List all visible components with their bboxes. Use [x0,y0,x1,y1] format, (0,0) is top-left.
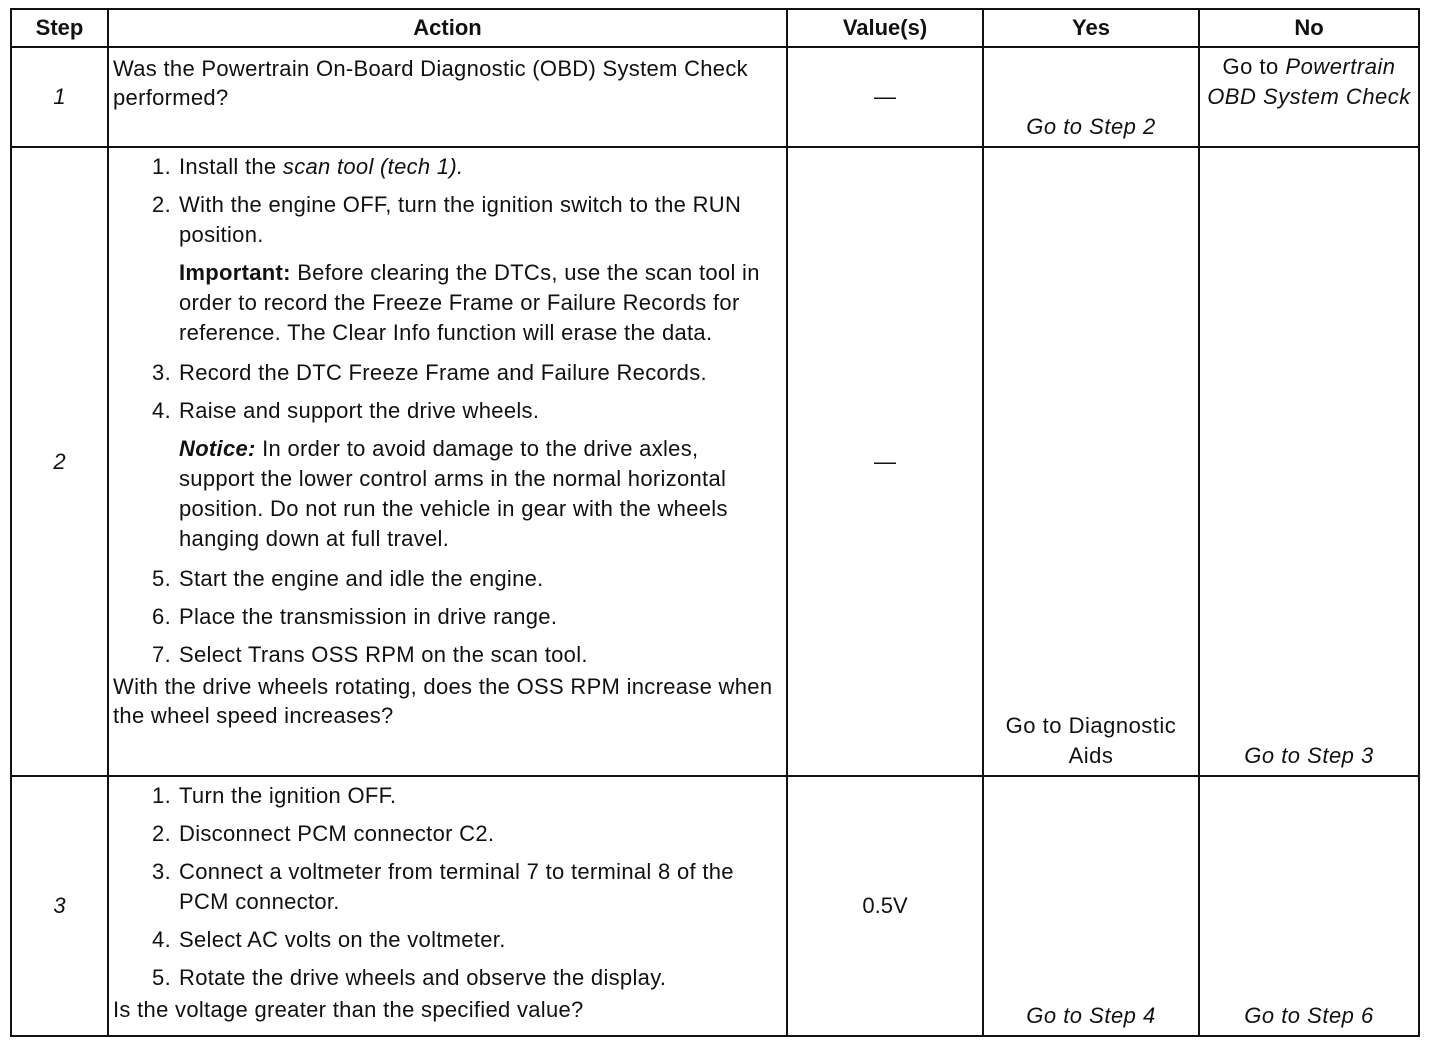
table-row [11,147,1419,776]
action-question: Is the voltage greater than the specified value? [113,997,584,1022]
yes-link[interactable]: Go to Diagnostic Aids [1005,713,1177,768]
important-note: Important: Before clearing the DTCs, use the scan tool in order to record the Freeze Frame or Failure Records for reference. The Clear Info function will erase the data. [179,260,760,345]
step-list [113,152,776,250]
list-item: 5. Start the engine and idle the engine. [152,566,544,591]
list-item: 2. With the engine OFF, turn the ignition switch to the RUN position. [152,192,742,247]
no-prefix: Go to [1222,54,1279,79]
header-step: Step [11,9,108,47]
no-cell [1199,776,1419,1036]
yes-cell [983,47,1199,147]
no-cell [1199,147,1419,776]
notice-note: Notice: In order to avoid damage to the drive axles, support the lower control arms in the normal horizontal position. Do not run the vehicle in gear with the wheels hanging down at full travel. [179,436,728,551]
list-item: 1. Turn the ignition OFF. [152,783,397,808]
header-values: Value(s) [787,9,983,47]
action-cell [108,147,787,776]
step-number: 3 [11,776,108,1036]
yes-link[interactable]: Go to Step 4 [1026,1003,1156,1028]
action-cell [108,47,787,147]
action-question: Was the Powertrain On-Board Diagnostic (OBD) System Check performed? [113,56,748,110]
header-no: No [1199,9,1419,47]
value-text: 0.5V [862,893,908,918]
no-link[interactable]: Go to Step 6 [1244,1003,1374,1028]
value-cell [787,47,983,147]
list-item: 1. Install the scan tool (tech 1). [152,154,464,179]
value-text: — [874,84,896,109]
list-item: 6. Place the transmission in drive range. [152,604,558,629]
step-number: 1 [11,47,108,147]
step-list [113,564,776,670]
yes-cell [983,776,1199,1036]
value-cell [787,147,983,776]
step-number: 2 [11,147,108,776]
list-item: 7. Select Trans OSS RPM on the scan tool. [152,642,588,667]
notice-label: Notice: [179,436,256,461]
value-text: — [874,448,896,474]
header-action: Action [108,9,787,47]
value-cell [787,776,983,1036]
table-row [11,47,1419,147]
header-yes: Yes [983,9,1199,47]
scan-tool-ref: scan tool (tech 1). [282,154,464,179]
header-row [11,9,1419,47]
table-row [11,776,1419,1036]
list-item: 3. Connect a voltmeter from terminal 7 to terminal 8 of the PCM connector. [152,859,734,914]
action-cell [108,776,787,1036]
no-link[interactable]: Go to Step 3 [1244,743,1374,768]
list-item: 5. Rotate the drive wheels and observe the display. [152,965,667,990]
list-item: 2. Disconnect PCM connector C2. [152,821,495,846]
no-cell [1199,47,1419,147]
list-item: 4. Select AC volts on the voltmeter. [152,927,506,952]
action-question: With the drive wheels rotating, does the OSS RPM increase when the wheel speed increases? [113,674,773,728]
yes-cell [983,147,1199,776]
diagnostic-table [10,8,1420,1037]
step-list [113,358,776,426]
important-label: Important: [179,260,291,285]
no-link[interactable]: Powertrain OBD System Check [1207,54,1411,109]
list-item: 3. Record the DTC Freeze Frame and Failure Records. [152,360,707,385]
step-list [113,781,776,993]
yes-link[interactable]: Go to Step 2 [1026,114,1156,139]
list-item: 4. Raise and support the drive wheels. [152,398,540,423]
